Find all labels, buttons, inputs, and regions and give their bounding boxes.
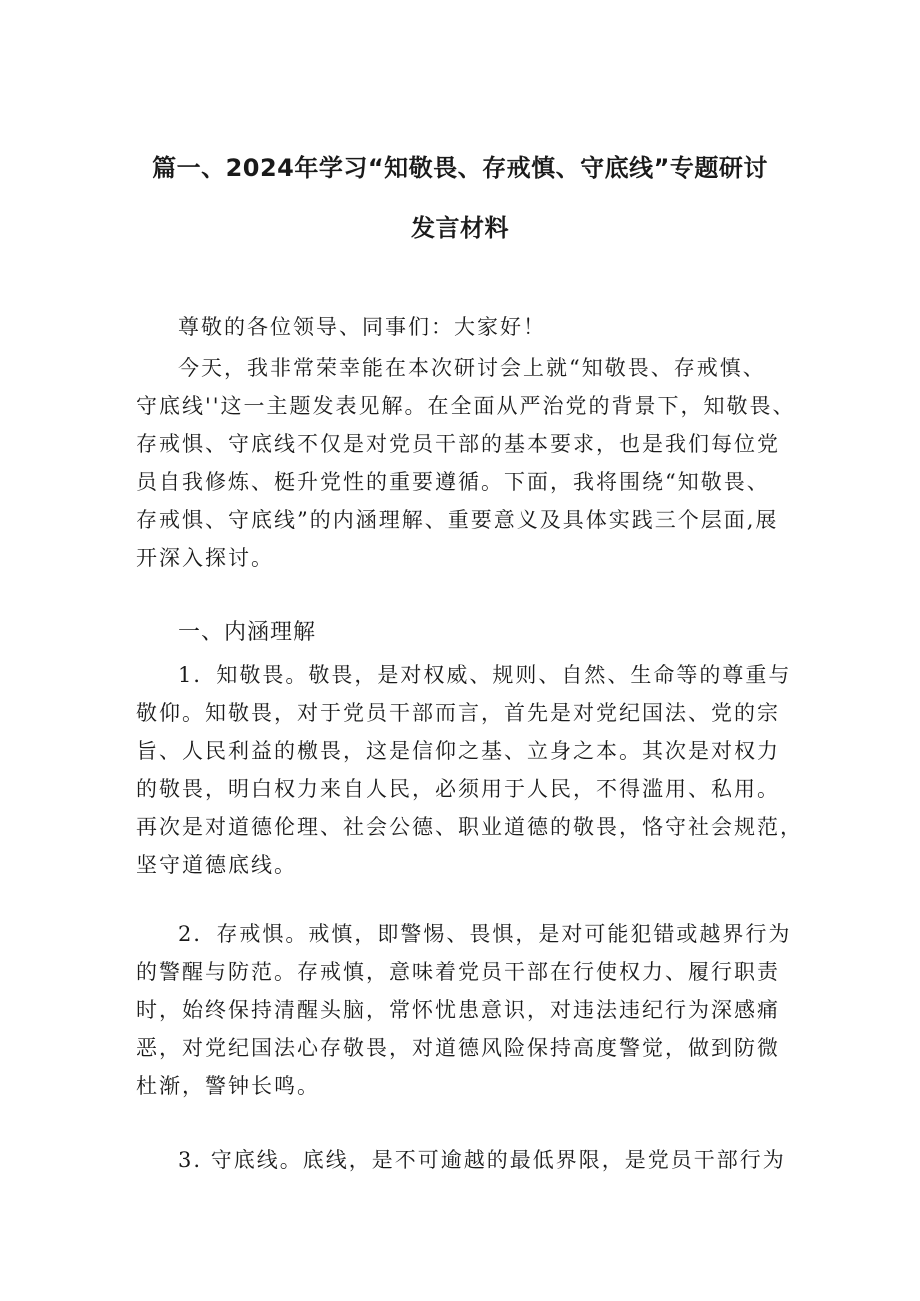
item-1-line: 再次是对道德伦理、社会公德、职业道德的敬畏，恪守社会规范， [136, 815, 803, 839]
intro-paragraph [136, 349, 796, 577]
item-2-line: 2．存戒惧。戒慎，即警惕、畏惧，是对可能犯错或越界行为 [178, 922, 792, 946]
greeting-paragraph [136, 308, 796, 346]
item-1-line: 的敬畏，明白权力来自人民，必须用于人民，不得滥用、私用。 [136, 777, 780, 801]
item-2-line: 时，始终保持清醒头脑，常怀忧患意识，对违法违纪行为深感痛 [136, 998, 780, 1022]
item-1-paragraph [136, 656, 803, 884]
item-1-line: 敬仰。知敬畏，对于党员干部而言，首先是对党纪国法、党的宗 [136, 701, 780, 725]
item-3-paragraph [136, 1141, 796, 1179]
item-2-line: 杜渐，警钟长鸣。 [136, 1074, 320, 1098]
section-heading-1: 一、内涵理解 [178, 620, 317, 645]
item-3-line: 3. 守底线。底线，是不可逾越的最低界限，是党员干部行为 [178, 1148, 786, 1172]
greeting-line: 尊敬的各位领导、同事们：大家好！ [178, 315, 546, 339]
intro-line: 存戒惧、守底线”的内涵理解、重要意义及具体实践三个层面,展 [136, 508, 779, 532]
item-2-line: 的警醒与防范。存戒慎，意味着党员干部在行使权力、履行职责 [136, 960, 780, 984]
item-1-line: 旨、人民利益的檄畏，这是信仰之基、立身之本。其次是对权力 [136, 739, 780, 763]
intro-line: 存戒惧、守底线不仅是对党员干部的基本要求，也是我们每位党 [136, 432, 780, 456]
item-1-line: 1．知敬畏。敬畏，是对权威、规则、自然、生命等的尊重与 [178, 663, 792, 687]
intro-line: 今天，我非常荣幸能在本次研讨会上就“知敬畏、存戒慎、 [178, 356, 766, 380]
item-1-line: 坚守道德底线。 [136, 853, 297, 877]
intro-line: 守底线''这一主题发表见解。在全面从严治党的背景下，知敬畏、 [136, 394, 796, 418]
document-title-line-1: 篇一、2024年学习“知敬畏、存戒慎、守底线”专题研讨 [152, 154, 768, 182]
intro-line: 开深入探讨。 [136, 546, 274, 570]
intro-line: 员自我修炼、梃升党性的重要遵循。下面，我将围绕“知敬畏、 [136, 470, 770, 494]
item-2-line: 恶，对党纪国法心存敬畏，对道德风险保持高度警觉，做到防微 [136, 1036, 780, 1060]
document-title-line-2: 发言材料 [411, 214, 509, 242]
item-2-paragraph [136, 915, 796, 1105]
